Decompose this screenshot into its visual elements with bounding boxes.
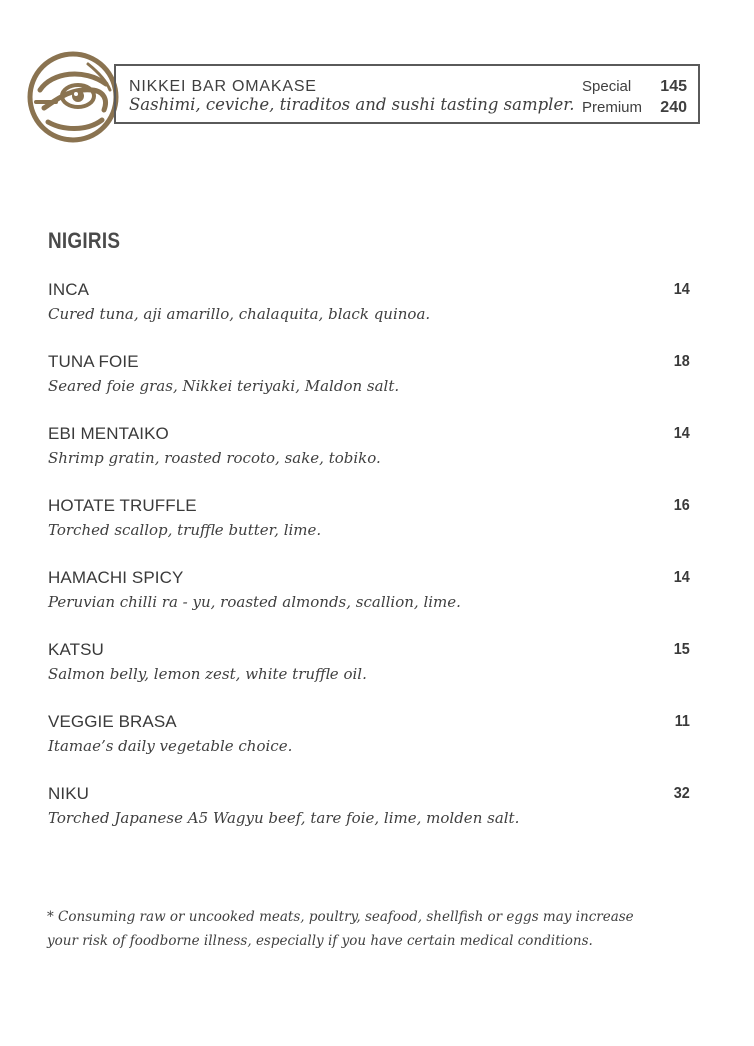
- omakase-title: NIKKEI BAR OMAKASE: [129, 78, 317, 95]
- menu-item: [48, 496, 692, 568]
- tier-special-price: 145: [660, 78, 687, 95]
- allergy-footnote: [47, 905, 667, 953]
- footnote-line: your risk of foodborne illness, especially if you have certain medical conditions.: [47, 933, 593, 949]
- item-price: 11: [674, 713, 690, 730]
- item-name: NIKU: [48, 784, 90, 803]
- item-name: TUNA FOIE: [48, 352, 139, 371]
- tier-premium-label: Premium: [582, 99, 643, 116]
- footnote-line: * Consuming raw or uncooked meats, poultry, seafood, shellfish or eggs may increase: [47, 909, 634, 925]
- item-price: 14: [673, 569, 690, 586]
- item-description: Torched Japanese A5 Wagyu beef, tare foie, lime, molden salt.: [48, 809, 520, 827]
- tier-premium-price: 240: [660, 99, 687, 116]
- menu-item: [48, 712, 692, 784]
- item-name: HOTATE TRUFFLE: [48, 496, 197, 515]
- item-name: KATSU: [48, 640, 104, 659]
- item-name: INCA: [48, 280, 90, 299]
- menu-item: [48, 352, 692, 424]
- item-description: Peruvian chilli ra - yu, roasted almonds, scallion, lime.: [48, 593, 461, 611]
- item-price: 18: [673, 353, 690, 370]
- item-name: VEGGIE BRASA: [48, 712, 177, 731]
- omakase-description: Sashimi, ceviche, tiraditos and sushi tasting sampler.: [129, 95, 575, 114]
- menu-item: [48, 568, 692, 640]
- item-description: Salmon belly, lemon zest, white truffle oil.: [48, 665, 367, 683]
- item-description: Itamae’s daily vegetable choice.: [48, 737, 293, 755]
- item-name: HAMACHI SPICY: [48, 568, 184, 587]
- item-description: Torched scallop, truffle butter, lime.: [48, 521, 322, 539]
- tier-special-label: Special: [582, 78, 632, 95]
- item-description: Cured tuna, aji amarillo, chalaquita, black quinoa.: [48, 305, 431, 323]
- item-name: EBI MENTAIKO: [48, 424, 169, 443]
- section-title: NIGIRIS: [48, 228, 121, 253]
- menu-item: [48, 640, 692, 712]
- menu-item-list: [48, 280, 692, 856]
- item-price: 14: [673, 281, 690, 298]
- menu-item: [48, 280, 692, 352]
- menu-item: [48, 424, 692, 496]
- omakase-box: [114, 64, 700, 124]
- item-description: Shrimp gratin, roasted rocoto, sake, tobiko.: [48, 449, 381, 467]
- item-price: 32: [673, 785, 690, 802]
- menu-item: [48, 784, 692, 856]
- item-price: 15: [673, 641, 690, 658]
- item-description: Seared foie gras, Nikkei teriyaki, Maldon salt.: [48, 377, 400, 395]
- item-price: 16: [673, 497, 690, 514]
- item-price: 14: [673, 425, 690, 442]
- eye-wave-logo-icon: [26, 50, 120, 144]
